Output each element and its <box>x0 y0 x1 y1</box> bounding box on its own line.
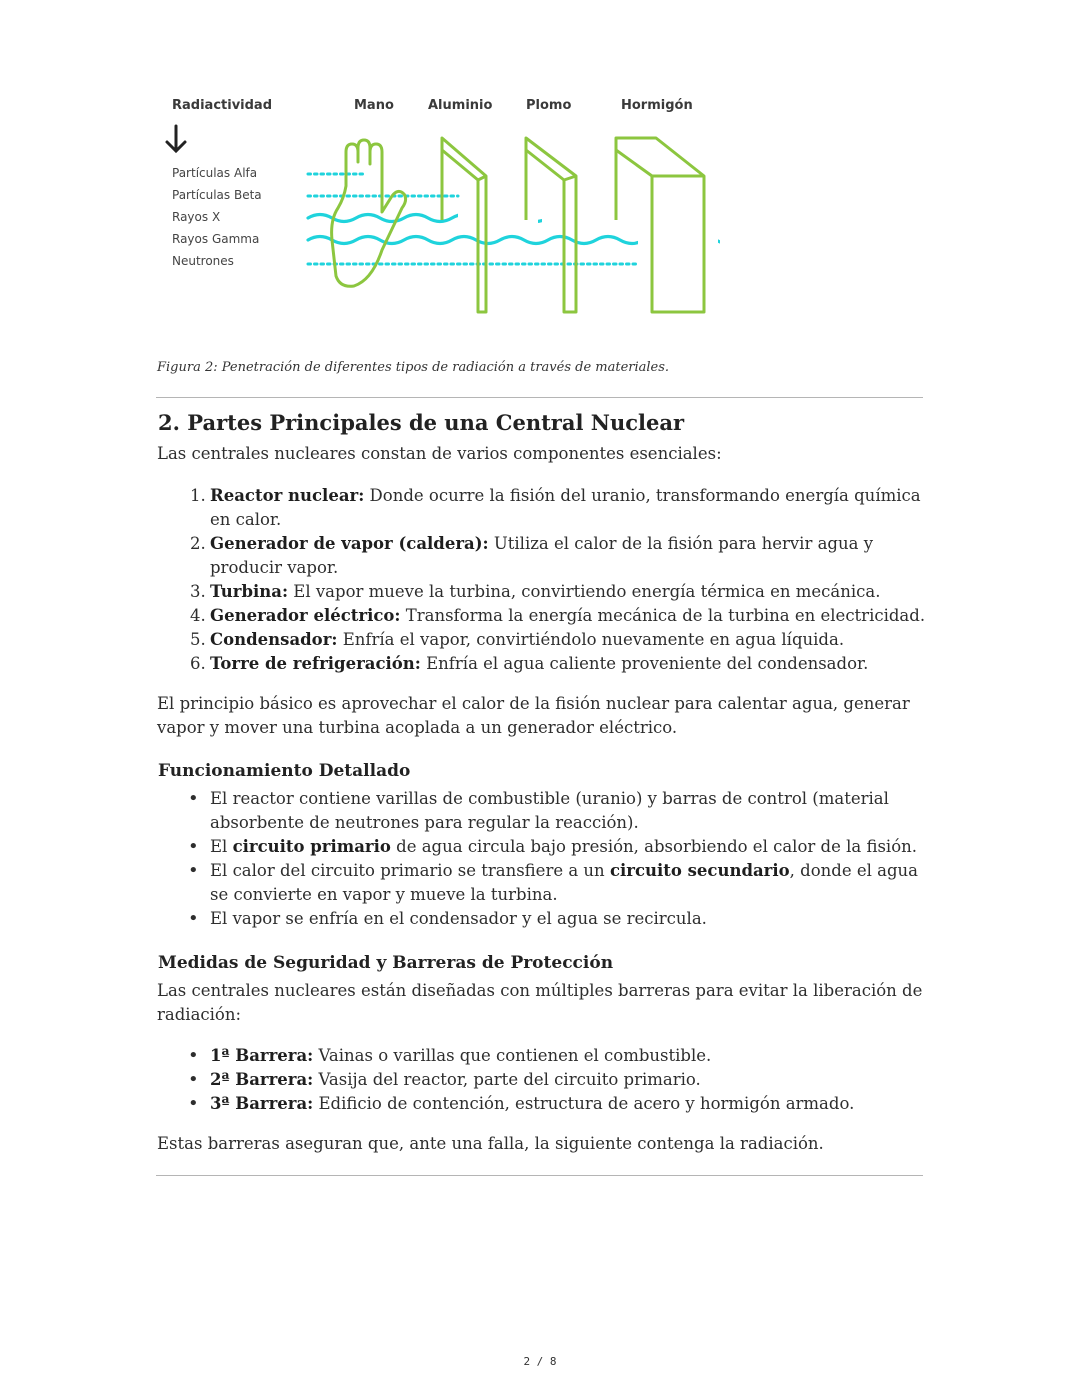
page-number: 2 / 8 <box>523 1355 557 1368</box>
list-item: • 3ª Barrera: Edificio de contención, estructura de acero y hormigón armado. <box>188 1093 855 1114</box>
funcionamiento-list <box>190 787 930 931</box>
radiation-type-gamma: Rayos Gamma <box>172 232 260 246</box>
seguridad-title: Medidas de Seguridad y Barreras de Protección <box>158 953 614 973</box>
list-item: • 1ª Barrera: Vainas o varillas que contienen el combustible. <box>188 1045 712 1066</box>
figure-material-hand: Mano <box>354 98 394 113</box>
list-item: • El calor del circuito primario se transfiere a un circuito secundario, donde el agua se convierte en vapor y mueve la turbina. <box>188 860 918 904</box>
list-item: • El reactor contiene varillas de combustible (uranio) y barras de control (material absorbente de neutrones para regular la reacción). <box>188 788 889 832</box>
figure-material-lead: Plomo <box>526 98 572 113</box>
list-item: 1. Reactor nuclear: Donde ocurre la fisión del uranio, transformando energía química en calor. <box>190 486 921 529</box>
closing-paragraph: Estas barreras aseguran que, ante una falla, la siguiente contenga la radiación. <box>157 1134 824 1153</box>
figure-radiation-label: Radiactividad <box>172 98 273 113</box>
list-item: • El vapor se enfría en el condensador y el agua se recircula. <box>188 908 707 929</box>
list-item: 5. Condensador: Enfría el vapor, convirtiéndolo nuevamente en agua líquida. <box>190 630 845 649</box>
radiation-penetration-figure <box>160 90 720 325</box>
figure-graphic <box>160 90 720 325</box>
section-intro: Las centrales nucleares constan de varios componentes esenciales: <box>157 444 722 463</box>
components-list <box>190 484 930 676</box>
divider <box>156 397 923 398</box>
list-item: 2. Generador de vapor (caldera): Utiliza el calor de la fisión para hervir agua y producir vapor. <box>190 534 874 577</box>
figure-material-concrete: Hormigón <box>621 98 693 113</box>
section-title: 2. Partes Principales de una Central Nuclear <box>158 410 685 435</box>
radiation-type-neutron: Neutrones <box>172 254 234 268</box>
list-item: 6. Torre de refrigeración: Enfría el agua caliente proveniente del condensador. <box>190 654 869 673</box>
down-arrow-icon <box>167 126 185 151</box>
list-item: • El circuito primario de agua circula bajo presión, absorbiendo el calor de la fisión. <box>188 836 918 857</box>
divider <box>156 1175 923 1176</box>
radiation-type-alpha: Partículas Alfa <box>172 166 258 180</box>
list-item: 4. Generador eléctrico: Transforma la energía mecánica de la turbina en electricidad. <box>190 606 926 625</box>
list-item: 3. Turbina: El vapor mueve la turbina, convirtiendo energía térmica en mecánica. <box>190 582 881 601</box>
radiation-type-beta: Partículas Beta <box>172 188 262 202</box>
funcionamiento-title: Funcionamiento Detallado <box>158 761 411 781</box>
seguridad-intro: Las centrales nucleares están diseñadas con múltiples barreras para evitar la liberación de radiación: <box>157 981 923 1024</box>
figure-material-aluminum: Aluminio <box>428 98 493 113</box>
radiation-type-xray: Rayos X <box>172 210 221 224</box>
principle-paragraph: El principio básico es aprovechar el calor de la fisión nuclear para calentar agua, generar vapor y mover una turbina acoplada a un generador eléctrico. <box>157 694 910 737</box>
list-item: • 2ª Barrera: Vasija del reactor, parte del circuito primario. <box>188 1069 701 1090</box>
figure-caption: Figura 2: Penetración de diferentes tipos de radiación a través de materiales. <box>157 360 670 375</box>
barriers-list <box>190 1044 930 1116</box>
